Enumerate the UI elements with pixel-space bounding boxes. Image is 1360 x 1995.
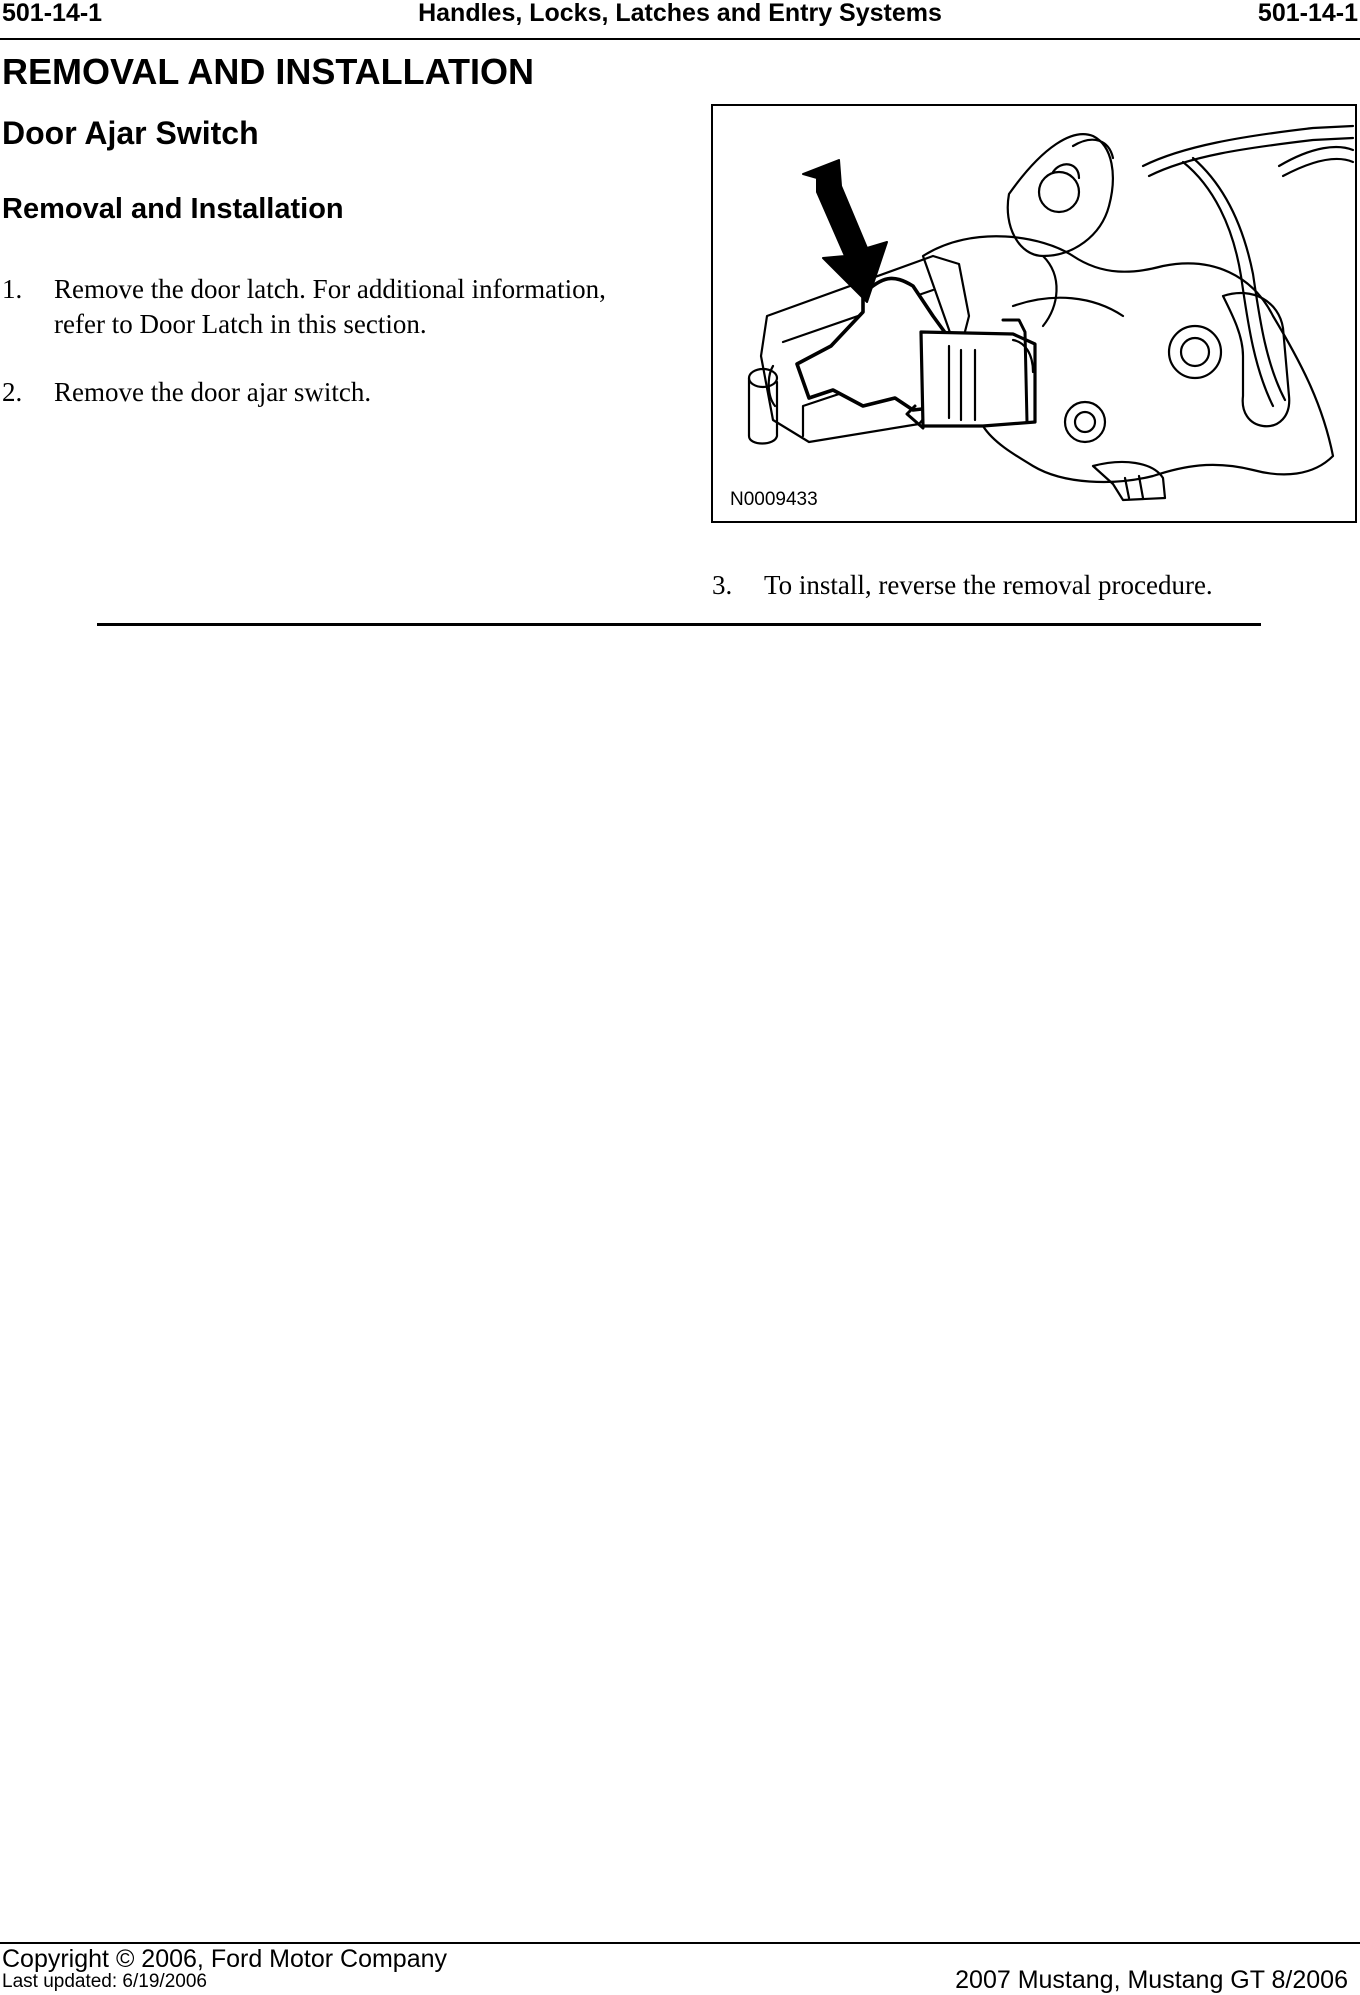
last-updated: Last updated: 6/19/2006 [2, 1971, 207, 1992]
latch-illustration [713, 106, 1355, 521]
copyright-notice: Copyright © 2006, Ford Motor Company [2, 1945, 448, 1973]
figure-label: N0009433 [730, 489, 818, 510]
header-rule [0, 38, 1360, 40]
step-number: 3. [712, 570, 733, 600]
component-heading: Door Ajar Switch [2, 115, 259, 151]
step-text: Remove the door ajar switch. [54, 377, 372, 407]
step-number: 1. [2, 274, 23, 304]
step-number: 2. [2, 377, 23, 407]
step-text: Remove the door latch. For additional information, refer to Door Latch in this section. [54, 274, 606, 339]
pointer-arrow-icon [803, 160, 887, 302]
section-end-rule [97, 623, 1261, 626]
door-ajar-switch-figure [711, 104, 1357, 523]
section-number-right: 501-14-1 [1257, 0, 1358, 27]
footer-rule [0, 1942, 1360, 1944]
vehicle-model: 2007 Mustang, Mustang GT 8/2006 [955, 1966, 1348, 1994]
page-heading: REMOVAL AND INSTALLATION [2, 51, 534, 92]
section-title: Handles, Locks, Latches and Entry Systems [418, 0, 942, 27]
procedure-subheading: Removal and Installation [2, 193, 344, 225]
section-number-left: 501-14-1 [2, 0, 103, 27]
step-text: To install, reverse the removal procedure. [764, 570, 1213, 600]
